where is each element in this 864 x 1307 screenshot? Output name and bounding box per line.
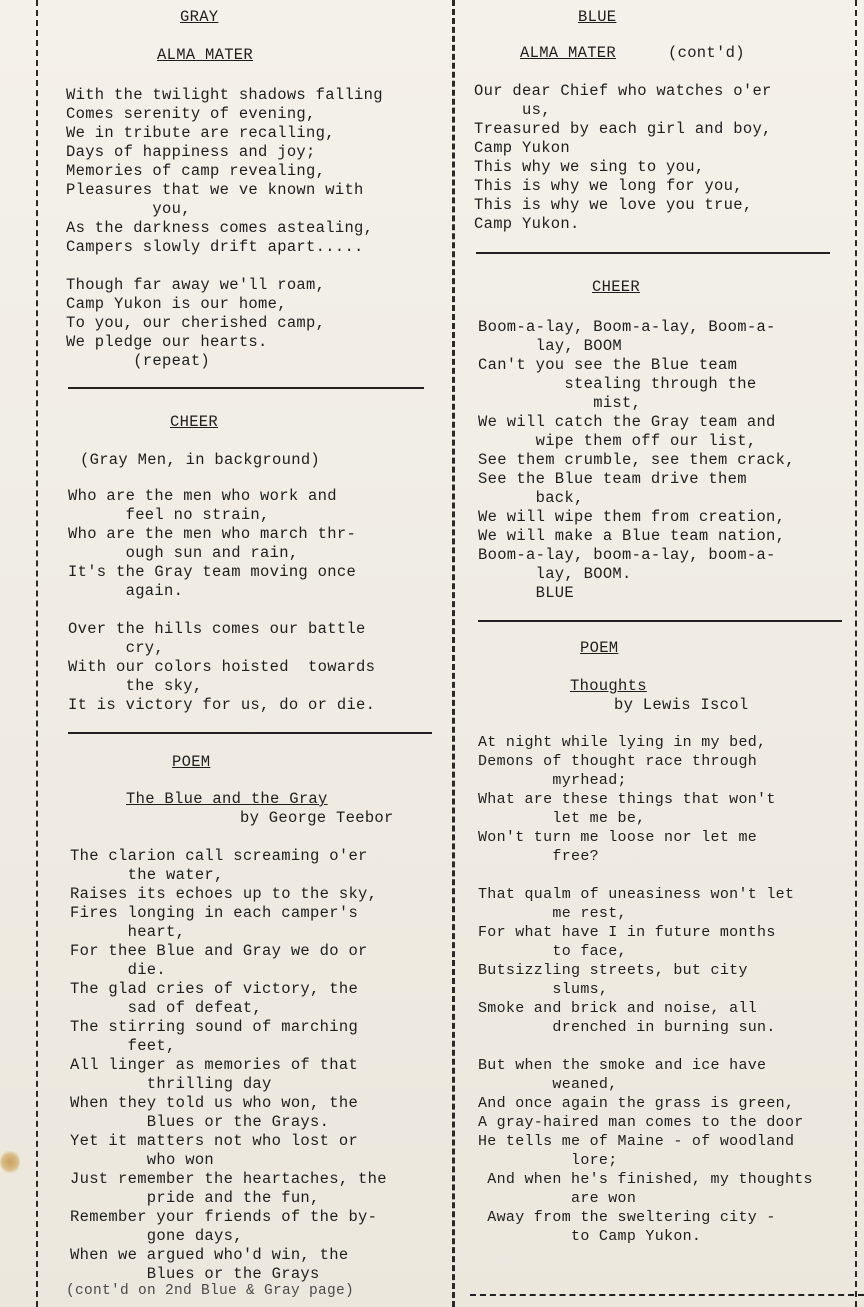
verse-line: again. [68, 582, 184, 600]
verse-line: Camp Yukon [474, 139, 571, 157]
verse-line: Though far away we'll roam, [66, 276, 326, 294]
verse-line: lore; [478, 1152, 618, 1169]
bottom-border-rule [470, 1294, 864, 1296]
blue-poem-verse [478, 733, 813, 1246]
verse-line [66, 257, 383, 276]
verse-line: For thee Blue and Gray we do or [70, 942, 368, 960]
gray-alma-mater-verse [66, 86, 383, 371]
verse-line: free? [478, 848, 599, 865]
verse-line: feet, [70, 1037, 176, 1055]
verse-line: See them crumble, see them crack, [478, 451, 795, 469]
verse-line: And once again the grass is green, [478, 1095, 795, 1112]
verse-line: Demons of thought race through [478, 753, 758, 770]
verse-line: Our dear Chief who watches o'er [474, 82, 772, 100]
verse-line: Fires longing in each camper's [70, 904, 359, 922]
verse-line: It is victory for us, do or die. [68, 696, 376, 714]
verse-line: We in tribute are recalling, [66, 124, 335, 142]
blue-alma-mater-verse [474, 82, 772, 234]
verse-line: Treasured by each girl and boy, [474, 120, 772, 138]
verse-line: We pledge our hearts. [66, 333, 268, 351]
verse-line: lay, BOOM [478, 337, 623, 355]
verse-line: to Camp Yukon. [478, 1228, 702, 1245]
verse-line: Days of happiness and joy; [66, 143, 316, 161]
verse-line: We will catch the Gray team and [478, 413, 776, 431]
verse-line: Remember your friends of the by- [70, 1208, 378, 1226]
verse-line: thrilling day [70, 1075, 272, 1093]
verse-line: Away from the sweltering city - [478, 1209, 776, 1226]
verse-line: Who are the men who work and [68, 487, 337, 505]
verse-line: myrhead; [478, 772, 627, 789]
verse-line: Comes serenity of evening, [66, 105, 316, 123]
blue-poem-title: Thoughts [570, 677, 647, 695]
verse-line: Memories of camp revealing, [66, 162, 326, 180]
verse-line: slums, [478, 981, 609, 998]
verse-line: stealing through the [478, 375, 757, 393]
verse-line: All linger as memories of that [70, 1056, 359, 1074]
verse-line [68, 601, 375, 620]
verse-line: you, [66, 200, 191, 218]
verse-line: die. [70, 961, 167, 979]
verse-line: At night while lying in my bed, [478, 734, 767, 751]
left-margin-rule [36, 0, 38, 1307]
verse-line: He tells me of Maine - of woodland [478, 1133, 795, 1150]
gray-poem-author: by George Teebor [240, 809, 394, 827]
verse-line: Yet it matters not who lost or [70, 1132, 359, 1150]
verse-line: We will wipe them from creation, [478, 508, 786, 526]
verse-line: We will make a Blue team nation, [478, 527, 786, 545]
verse-line: Can't you see the Blue team [478, 356, 738, 374]
blue-alma-mater-contd: (cont'd) [668, 44, 745, 62]
verse-line: heart, [70, 923, 186, 941]
verse-line: lay, BOOM. [478, 565, 632, 583]
blue-poem-heading: POEM [580, 639, 619, 657]
verse-line: Smoke and brick and noise, all [478, 1000, 758, 1017]
verse-line: This is why we long for you, [474, 177, 743, 195]
verse-line: cry, [68, 639, 165, 657]
verse-line: A gray-haired man comes to the door [478, 1114, 804, 1131]
verse-line: Camp Yukon. [474, 215, 580, 233]
verse-line: With our colors hoisted towards [68, 658, 376, 676]
verse-line: sad of defeat, [70, 999, 263, 1017]
verse-line [478, 866, 813, 885]
verse-line: What are these things that won't [478, 791, 776, 808]
verse-line: feel no strain, [68, 506, 270, 524]
verse-line: Camp Yukon is our home, [66, 295, 287, 313]
verse-line: See the Blue team drive them [478, 470, 747, 488]
verse-line: Over the hills comes our battle [68, 620, 366, 638]
verse-line: As the darkness comes astealing, [66, 219, 374, 237]
verse-line: Raises its echoes up to the sky, [70, 885, 378, 903]
section-divider [68, 387, 424, 389]
verse-line: And when he's finished, my thoughts [478, 1171, 813, 1188]
verse-line: Blues or the Grays. [70, 1113, 330, 1131]
section-divider [476, 252, 830, 254]
verse-line: ough sun and rain, [68, 544, 299, 562]
verse-line: The clarion call screaming o'er [70, 847, 368, 865]
verse-line: Just remember the heartaches, the [70, 1170, 387, 1188]
right-margin-rule [855, 0, 857, 1307]
verse-line: to face, [478, 943, 627, 960]
verse-line: The stirring sound of marching [70, 1018, 359, 1036]
verse-line [478, 1037, 813, 1056]
gray-poem-title: The Blue and the Gray [126, 790, 328, 808]
center-column-rule [452, 0, 455, 1307]
verse-line: who won [70, 1151, 215, 1169]
gray-poem-heading: POEM [172, 753, 211, 771]
verse-line: drenched in burning sun. [478, 1019, 776, 1036]
verse-line: Blues or the Grays [70, 1265, 320, 1283]
blue-cheer-verse [478, 318, 795, 603]
blue-alma-mater-title: ALMA MATER [520, 44, 617, 62]
verse-line: back, [478, 489, 584, 507]
paper-stain [0, 1150, 20, 1174]
verse-line: With the twilight shadows falling [66, 86, 383, 104]
verse-line: let me be, [478, 810, 646, 827]
verse-line: It's the Gray team moving once [68, 563, 357, 581]
gray-cheer-title: CHEER [170, 413, 219, 431]
gray-alma-mater-title: ALMA MATER [157, 46, 254, 64]
verse-line: Boom-a-lay, Boom-a-lay, Boom-a- [478, 318, 776, 336]
section-divider [478, 620, 842, 622]
verse-line: Campers slowly drift apart..... [66, 238, 364, 256]
gray-cheer-verse [68, 487, 375, 715]
verse-line: the sky, [68, 677, 203, 695]
blue-cheer-title: CHEER [592, 278, 641, 296]
gray-team-heading: GRAY [180, 8, 219, 26]
verse-line: Butsizzling streets, but city [478, 962, 748, 979]
verse-line: For what have I in future months [478, 924, 776, 941]
verse-line: BLUE [478, 584, 575, 602]
verse-line: This why we sing to you, [474, 158, 705, 176]
verse-line: The glad cries of victory, the [70, 980, 359, 998]
verse-line: This is why we love you true, [474, 196, 753, 214]
verse-line: us, [474, 101, 551, 119]
gray-cheer-subtitle: (Gray Men, in background) [80, 451, 321, 469]
verse-line: weaned, [478, 1076, 618, 1093]
verse-line: pride and the fun, [70, 1189, 320, 1207]
gray-poem-continued-note: (cont'd on 2nd Blue & Gray page) [66, 1283, 355, 1299]
verse-line: gone days, [70, 1227, 243, 1245]
verse-line: Won't turn me loose nor let me [478, 829, 758, 846]
section-divider [68, 732, 432, 734]
verse-line: But when the smoke and ice have [478, 1057, 767, 1074]
verse-line: Pleasures that we ve known with [66, 181, 364, 199]
verse-line: (repeat) [66, 352, 211, 370]
verse-line: To you, our cherished camp, [66, 314, 326, 332]
verse-line: me rest, [478, 905, 627, 922]
verse-line: When they told us who won, the [70, 1094, 359, 1112]
verse-line: When we argued who'd win, the [70, 1246, 349, 1264]
blue-poem-author: by Lewis Iscol [614, 696, 749, 714]
verse-line: That qualm of uneasiness won't let [478, 886, 795, 903]
verse-line: Boom-a-lay, boom-a-lay, boom-a- [478, 546, 776, 564]
verse-line: wipe them off our list, [478, 432, 757, 450]
verse-line: Who are the men who march thr- [68, 525, 357, 543]
verse-line: are won [478, 1190, 637, 1207]
gray-poem-verse [70, 847, 387, 1284]
verse-line: the water, [70, 866, 224, 884]
blue-team-heading: BLUE [578, 8, 617, 26]
verse-line: mist, [478, 394, 642, 412]
